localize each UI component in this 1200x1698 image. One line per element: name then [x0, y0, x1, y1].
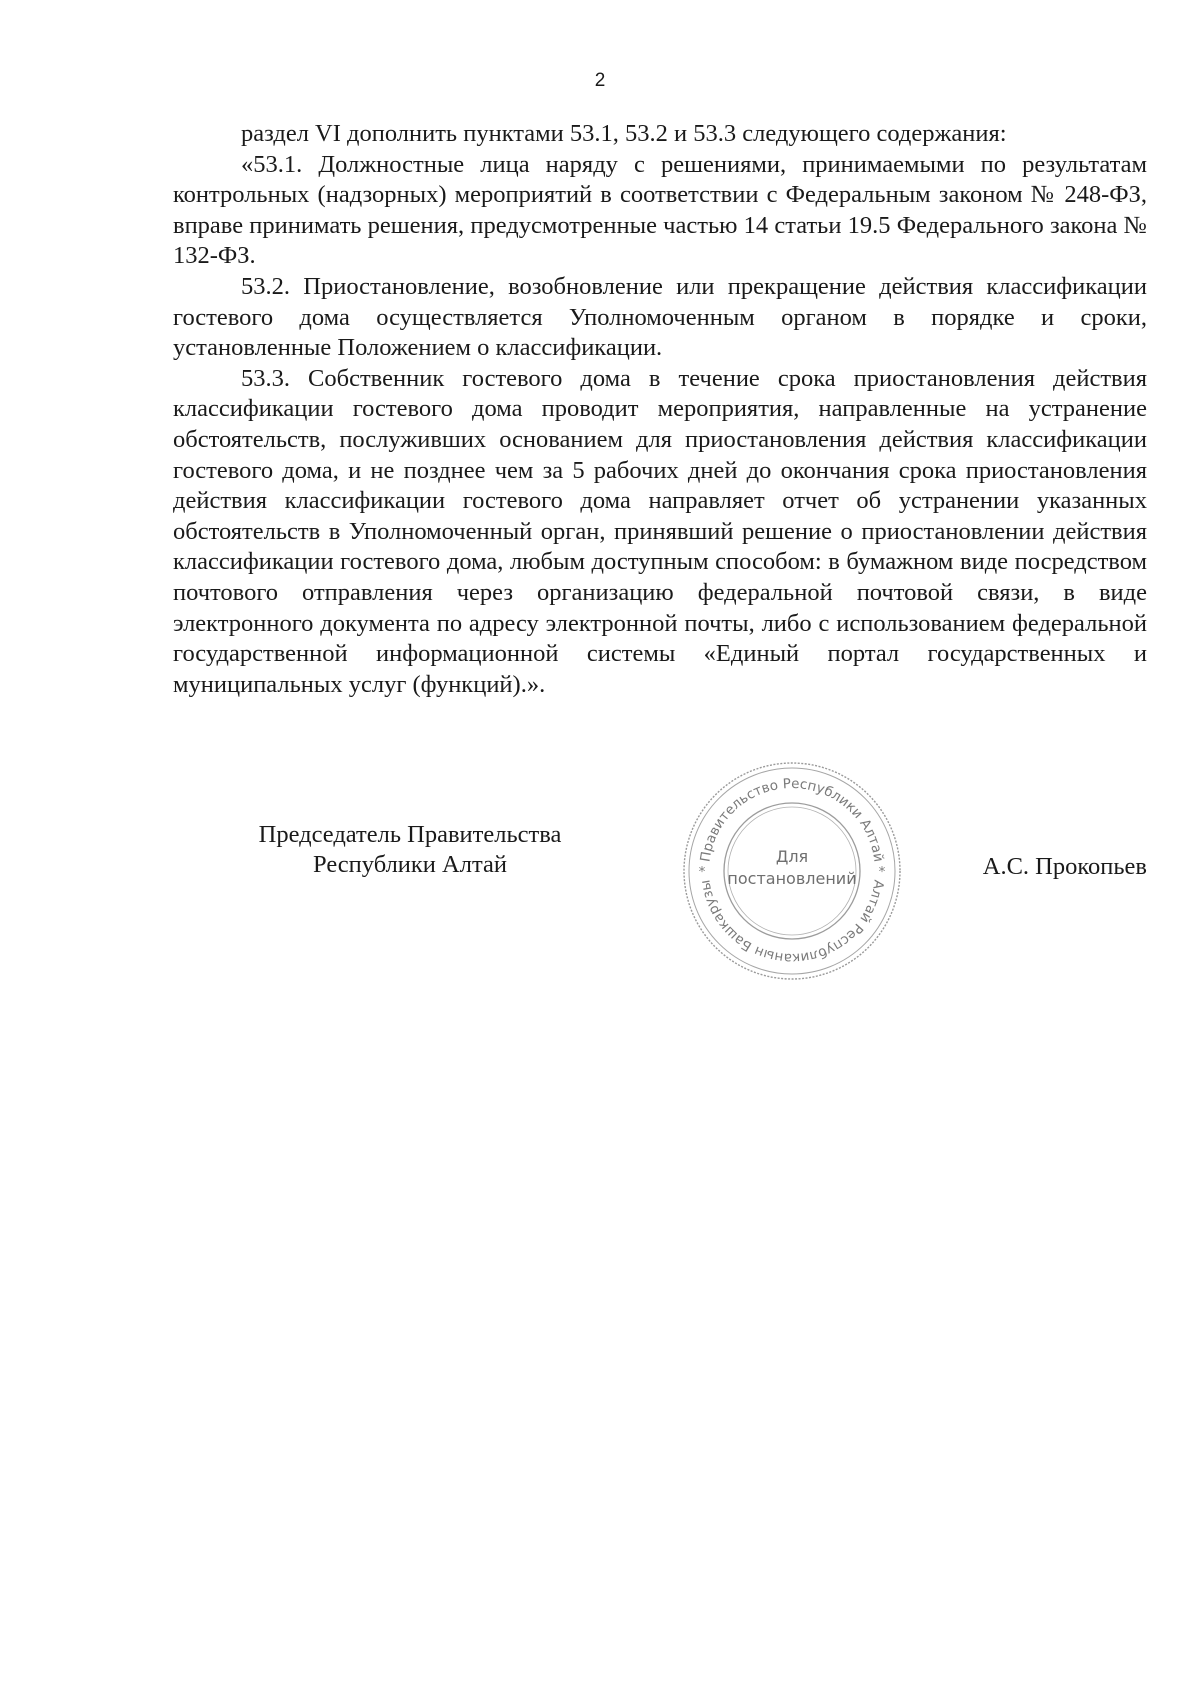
seal-ring-text-bottom: Алтай Республиканын Башкарузы	[697, 878, 887, 967]
paragraph-53-1: «53.1. Должностные лица наряду с решениями, принимаемыми по результатам контрольных (надзорных) мероприятий в соответствии с Федеральным законом № 248-ФЗ, вправе принимать решения, предусмотренные частью 14 статьи 19.5 Федерального закона № 132-ФЗ.	[173, 150, 1147, 270]
seal-graphic	[679, 758, 905, 984]
seal-center-line2: постановлений	[727, 869, 857, 888]
seal-center-line1: Для	[775, 847, 809, 866]
signatory-position	[240, 820, 580, 880]
paragraph-53-2: 53.2. Приостановление, возобновление или прекращение действия классификации гостевого дома осуществляется Уполномоченным органом в порядке и сроки, установленные Положением о классификации.	[173, 272, 1147, 362]
seal-ring-text-top: Правительство Республики Алтай	[697, 775, 887, 864]
paragraph-intro: раздел VI дополнить пунктами 53.1, 53.2 и 53.3 следующего содержания:	[241, 120, 1007, 147]
document-body	[173, 119, 1147, 700]
official-seal-stamp	[679, 758, 905, 984]
seal-star-left: *	[698, 864, 706, 880]
page-number: 2	[594, 70, 606, 91]
signatory-position-line2: Республики Алтай	[313, 851, 507, 878]
signatory-name: А.С. Прокопьев	[982, 853, 1147, 880]
signatory-position-line1: Председатель Правительства	[258, 821, 562, 848]
seal-star-right: *	[878, 864, 886, 880]
paragraph-53-3: 53.3. Собственник гостевого дома в течение срока приостановления действия классификации гостевого дома проводит мероприятия, направленные на устранение обстоятельств, послуживших основанием для приостановления действия классификации гостевого дома, и не позднее чем за 5 рабочих дней до окончания срока приостановления действия классификации гостевого дома направляет отчет об устранении указанных обстоятельств в Уполномоченный орган, принявший решение о приостановлении действия классификации гостевого дома, любым доступным способом: в бумажном виде посредством почтового отправления через организацию федеральной почтовой связи, в виде электронного документа по адресу электронной почты, либо с использованием федеральной государственной информационной системы «Единый портал государственных и муниципальных услуг (функций).».	[173, 364, 1147, 698]
